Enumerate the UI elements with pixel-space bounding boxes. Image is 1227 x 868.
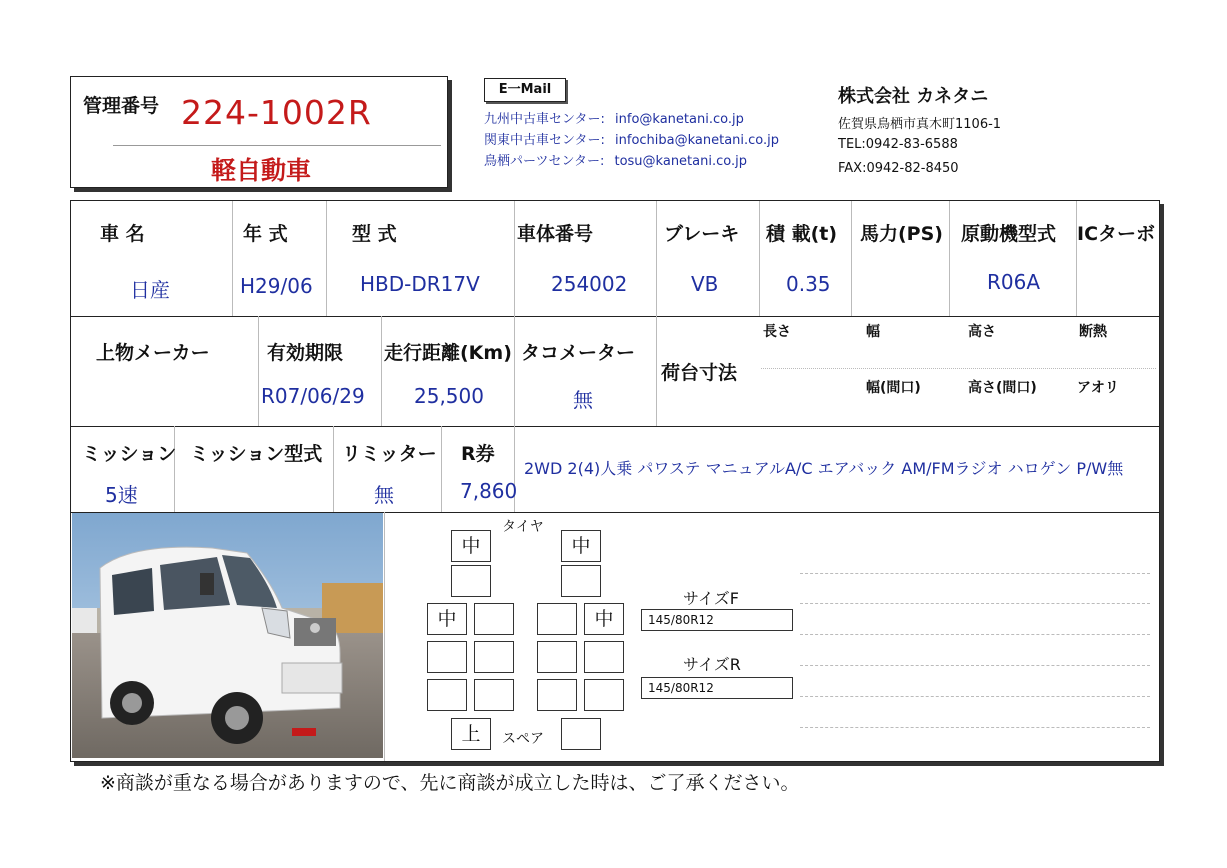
header-brake: ブレーキ bbox=[664, 223, 740, 245]
email-address[interactable]: tosu@kanetani.co.jp bbox=[614, 154, 747, 169]
email-address[interactable]: info@kanetani.co.jp bbox=[615, 112, 744, 127]
cargo-opening-height-label: 高さ(間口) bbox=[968, 380, 1037, 396]
company-tel: TEL:0942-83-6588 bbox=[838, 137, 958, 152]
note-line bbox=[800, 696, 1150, 697]
header-load: 積 載(t) bbox=[766, 223, 838, 245]
col-divider bbox=[381, 316, 382, 426]
col-divider bbox=[333, 426, 334, 512]
header-body-maker: 上物メーカー bbox=[96, 342, 210, 364]
tire-box bbox=[474, 641, 514, 673]
col-divider bbox=[514, 316, 515, 426]
cargo-length-label: 長さ bbox=[763, 324, 791, 340]
tire-box bbox=[537, 641, 577, 673]
tire-box bbox=[474, 603, 514, 635]
email-row-kanto bbox=[484, 129, 779, 148]
company-fax: FAX:0942-82-8450 bbox=[838, 161, 959, 176]
value-model: HBD-DR17V bbox=[360, 272, 480, 296]
header-transmission: ミッション bbox=[82, 443, 177, 465]
value-mileage: 25,500 bbox=[414, 384, 484, 408]
value-year: H29/06 bbox=[240, 274, 313, 298]
size-rear-value: 145/80R12 bbox=[641, 677, 793, 699]
value-brake: VB bbox=[691, 272, 719, 296]
header-tachometer: タコメーター bbox=[521, 342, 636, 364]
row-divider bbox=[71, 426, 1159, 427]
cargo-divider bbox=[761, 368, 1156, 369]
header-chassis-number: 車体番号 bbox=[517, 223, 594, 245]
note-line bbox=[800, 727, 1150, 728]
center-name: 九州中古車センター: bbox=[484, 112, 605, 127]
tire-box bbox=[427, 641, 467, 673]
header-car-name: 車 名 bbox=[100, 223, 145, 245]
management-number: 224-1002R bbox=[181, 93, 372, 132]
email-address[interactable]: infochiba@kanetani.co.jp bbox=[615, 133, 780, 148]
cargo-width-label: 幅 bbox=[866, 324, 880, 340]
header-r-ticket: R券 bbox=[461, 443, 495, 465]
header-ic-turbo: ICターボ bbox=[1077, 223, 1156, 245]
col-divider bbox=[326, 201, 327, 316]
value-chassis-number: 254002 bbox=[551, 272, 628, 296]
size-rear-label: サイズR bbox=[683, 655, 741, 674]
col-divider bbox=[656, 201, 657, 316]
value-transmission: 5速 bbox=[105, 483, 138, 507]
note-line bbox=[800, 634, 1150, 635]
management-number-label: 管理番号 bbox=[83, 95, 160, 117]
equipment-list: 2WD 2(4)人乗 パワステ マニュアルA/C エアバック AM/FMラジオ ハロゲン P/W無 bbox=[524, 459, 1124, 478]
header-horsepower: 馬力(PS) bbox=[860, 223, 943, 245]
value-r-ticket: 7,860 bbox=[460, 479, 518, 503]
header-year: 年 式 bbox=[243, 223, 288, 245]
company-address: 佐賀県鳥栖市真木町1106-1 bbox=[838, 117, 1002, 132]
tire-box bbox=[451, 565, 491, 597]
value-limiter: 無 bbox=[374, 483, 394, 507]
spare-label: スペア bbox=[502, 731, 544, 747]
header-engine-type: 原動機型式 bbox=[961, 223, 1057, 245]
col-divider bbox=[384, 512, 385, 761]
value-load: 0.35 bbox=[786, 272, 831, 296]
company-name: 株式会社 カネタニ bbox=[838, 86, 989, 107]
vehicle-category: 軽自動車 bbox=[211, 156, 312, 185]
footer-note: ※商談が重なる場合がありますので、先に商談が成立した時は、ご了承ください。 bbox=[100, 772, 800, 794]
col-divider bbox=[258, 316, 259, 426]
tire-front-left: 中 bbox=[451, 530, 491, 562]
email-row-kyushu bbox=[484, 108, 744, 127]
tire-box bbox=[584, 641, 624, 673]
divider bbox=[113, 145, 441, 146]
tire-label: タイヤ bbox=[502, 519, 544, 535]
row-divider bbox=[71, 316, 1159, 317]
tire-front-right: 中 bbox=[561, 530, 601, 562]
cargo-opening-width-label: 幅(間口) bbox=[866, 380, 921, 396]
management-box bbox=[70, 76, 448, 188]
col-divider bbox=[232, 201, 233, 316]
note-line bbox=[800, 665, 1150, 666]
header-transmission-type: ミッション型式 bbox=[190, 443, 323, 465]
note-line bbox=[800, 573, 1150, 574]
value-expiry: R07/06/29 bbox=[261, 384, 365, 408]
header-mileage: 走行距離(Km) bbox=[384, 342, 512, 364]
email-row-tosu bbox=[484, 150, 747, 169]
cargo-side-gate-label: アオリ bbox=[1077, 380, 1119, 396]
header-expiry: 有効期限 bbox=[267, 342, 344, 364]
cargo-insulation-label: 断熱 bbox=[1079, 324, 1107, 340]
col-divider bbox=[759, 201, 760, 316]
center-name: 関東中古車センター: bbox=[484, 133, 605, 148]
tire-rear-left: 中 bbox=[427, 603, 467, 635]
van-image bbox=[72, 513, 383, 758]
note-line bbox=[800, 603, 1150, 604]
tire-box bbox=[537, 603, 577, 635]
center-name: 鳥栖パーツセンター: bbox=[484, 154, 605, 169]
header-model: 型 式 bbox=[352, 223, 397, 245]
tire-spare: 上 bbox=[451, 718, 491, 750]
email-label: E一Mail bbox=[484, 78, 566, 102]
tire-box bbox=[474, 679, 514, 711]
col-divider bbox=[949, 201, 950, 316]
tire-box bbox=[537, 679, 577, 711]
tire-box bbox=[427, 679, 467, 711]
tire-box bbox=[584, 679, 624, 711]
col-divider bbox=[441, 426, 442, 512]
value-engine-type: R06A bbox=[987, 270, 1041, 294]
size-front-value: 145/80R12 bbox=[641, 609, 793, 631]
col-divider bbox=[851, 201, 852, 316]
header-limiter: リミッター bbox=[342, 443, 437, 465]
tire-box bbox=[561, 718, 601, 750]
vehicle-photo bbox=[72, 513, 383, 758]
tire-box bbox=[561, 565, 601, 597]
size-front-label: サイズF bbox=[683, 589, 739, 608]
value-tachometer: 無 bbox=[573, 388, 593, 412]
value-car-name: 日産 bbox=[130, 278, 170, 302]
cargo-dimensions-label: 荷台寸法 bbox=[661, 362, 738, 384]
tire-rear-right: 中 bbox=[584, 603, 624, 635]
col-divider bbox=[656, 316, 657, 426]
cargo-height-label: 高さ bbox=[968, 324, 996, 340]
col-divider bbox=[514, 201, 515, 316]
